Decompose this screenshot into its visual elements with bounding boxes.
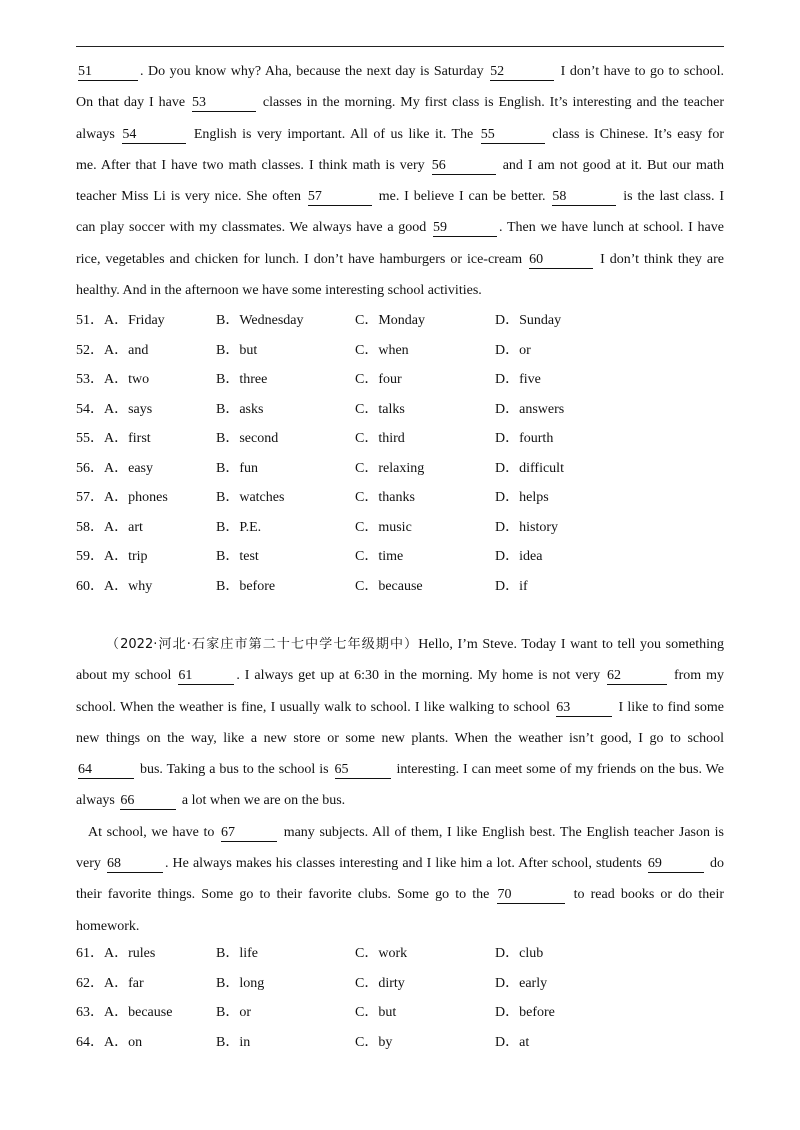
question-number: 61．	[76, 946, 104, 961]
option-c[interactable]: C．music	[355, 519, 412, 535]
passage-text: new things on the way, like a new store or some new plants. When the weather isn’t good, I go to school	[76, 730, 724, 746]
option-b[interactable]: B．asks	[216, 401, 264, 417]
question-number: 58．	[76, 519, 104, 535]
question-number-and-option-a	[76, 513, 143, 543]
option-c[interactable]: C．Monday	[355, 313, 425, 328]
passage-text: classes in the morning. My first class is English. It’s interesting and the teacher	[257, 95, 724, 111]
option-b[interactable]: B．fun	[216, 460, 258, 476]
option-d[interactable]: D．before	[495, 1005, 555, 1020]
passage-text: is the last class. I	[618, 189, 724, 205]
question-row	[76, 395, 724, 425]
option-b[interactable]: B．but	[216, 342, 258, 358]
blank-54: 54	[122, 127, 186, 144]
question-number-and-option-a	[76, 454, 153, 484]
passage-line	[76, 848, 724, 879]
option-c[interactable]: C．four	[355, 372, 402, 387]
blank-56: 56	[432, 158, 496, 175]
passage-line	[76, 212, 724, 243]
option-c[interactable]: C．third	[355, 431, 405, 446]
option-b[interactable]: B．watches	[216, 490, 285, 505]
passage-text: I don’t have to go to school.	[556, 64, 724, 79]
source-label: （2022·河北·石家庄市第二十七中学七年级期中）	[106, 637, 419, 652]
passage-text: . He always makes his classes interesting and I like him a lot. After school, students	[164, 856, 646, 872]
question-row	[76, 998, 724, 1028]
question-row	[76, 939, 724, 969]
option-c[interactable]: C．talks	[355, 401, 405, 417]
passage-text: homework.	[76, 918, 140, 934]
question-number-and-option-a	[76, 336, 148, 366]
option-c[interactable]: C．time	[355, 549, 404, 564]
question-row	[76, 454, 724, 484]
question-number: 62．	[76, 975, 104, 991]
passage-text: rice, vegetables and chicken for lunch. I don’t have hamburgers or ice-cream	[76, 251, 528, 267]
option-a[interactable]: A．why	[104, 578, 153, 594]
blank-68: 68	[107, 856, 163, 873]
passage-line	[76, 754, 724, 785]
option-b[interactable]: B．or	[216, 1005, 251, 1020]
option-d[interactable]: D．fourth	[495, 431, 554, 446]
passage-two	[76, 629, 724, 942]
question-number: 56．	[76, 460, 104, 476]
question-number: 57．	[76, 490, 104, 505]
question-row	[76, 306, 724, 336]
option-d[interactable]: D．or	[495, 342, 531, 358]
question-number-and-option-a	[76, 939, 155, 969]
option-d[interactable]: D．five	[495, 372, 541, 387]
option-a[interactable]: A．far	[104, 975, 144, 991]
option-d[interactable]: D．club	[495, 946, 544, 961]
option-a[interactable]: A．first	[104, 431, 151, 446]
passage-text: . I always get up at 6:30 in the morning. My home is not very	[236, 668, 606, 684]
passage-text: do	[705, 856, 725, 872]
passage-text: At school, we have to	[88, 824, 220, 840]
option-b[interactable]: B．three	[216, 372, 268, 387]
passage-text: many subjects. All of them, I like English best. The English teacher Jason is	[279, 824, 724, 840]
passage-line	[76, 56, 724, 87]
option-b[interactable]: B．before	[216, 578, 276, 594]
question-number: 52．	[76, 342, 104, 358]
option-a[interactable]: A．on	[104, 1034, 143, 1050]
option-b[interactable]: B．second	[216, 431, 279, 446]
options-group-two	[76, 939, 724, 1057]
blank-64: 64	[78, 762, 134, 779]
passage-line	[76, 692, 724, 723]
passage-text: . Then we have lunch at school. I have	[499, 220, 724, 236]
question-number: 64．	[76, 1034, 104, 1050]
passage-text: always	[76, 126, 121, 142]
question-number-and-option-a	[76, 365, 149, 395]
question-number: 54．	[76, 401, 104, 417]
question-row	[76, 542, 724, 572]
option-a[interactable]: A．says	[104, 401, 153, 417]
option-c[interactable]: C．by	[355, 1034, 393, 1050]
blank-63: 63	[556, 700, 612, 717]
blank-57: 57	[308, 189, 372, 206]
passage-text: Hello, I’m Steve. Today I want to tell you something	[418, 637, 724, 652]
question-row	[76, 365, 724, 395]
question-number: 51．	[76, 313, 104, 328]
option-a[interactable]: A．trip	[104, 549, 148, 564]
passage-line	[76, 150, 724, 181]
blank-70: 70	[497, 887, 565, 904]
question-number-and-option-a	[76, 424, 151, 454]
question-row	[76, 513, 724, 543]
blank-53: 53	[192, 95, 256, 112]
option-d[interactable]: D．helps	[495, 490, 549, 505]
blank-58: 58	[552, 189, 616, 206]
passage-text: class is Chinese. It’s easy for	[546, 126, 724, 142]
passage-text: very	[76, 856, 105, 872]
passage-text: from my	[669, 668, 724, 684]
option-b[interactable]: B．long	[216, 975, 265, 991]
passage-text: about my school	[76, 668, 177, 684]
option-c[interactable]: C．when	[355, 342, 409, 358]
blank-59: 59	[433, 220, 497, 237]
option-d[interactable]: D．at	[495, 1034, 530, 1050]
passage-line	[76, 629, 724, 660]
passage-one	[76, 56, 724, 306]
options-group-one	[76, 306, 724, 601]
option-c[interactable]: C．work	[355, 946, 408, 961]
passage-text: and I am not good at it. But our math	[497, 157, 724, 173]
option-c[interactable]: C．dirty	[355, 975, 405, 991]
question-number-and-option-a	[76, 306, 165, 336]
option-d[interactable]: D．early	[495, 975, 548, 991]
option-b[interactable]: B．test	[216, 549, 259, 564]
passage-text: can play soccer with my classmates. We always have a good	[76, 220, 432, 236]
option-b[interactable]: B．life	[216, 946, 258, 961]
option-d[interactable]: D．history	[495, 519, 558, 535]
option-d[interactable]: D．if	[495, 578, 528, 594]
passage-line	[76, 181, 724, 212]
blank-69: 69	[648, 856, 704, 873]
passage-line	[76, 244, 724, 275]
blank-67: 67	[221, 825, 277, 842]
passage-text: me. I believe I can be better.	[373, 189, 551, 205]
blank-55: 55	[481, 127, 545, 144]
passage-line	[76, 879, 724, 910]
passage-line	[76, 911, 724, 942]
option-c[interactable]: C．but	[355, 1005, 397, 1020]
passage-line	[76, 785, 724, 816]
question-number-and-option-a	[76, 998, 172, 1028]
option-d[interactable]: D．Sunday	[495, 313, 562, 328]
question-number-and-option-a	[76, 572, 152, 602]
passage-line	[76, 817, 724, 848]
passage-text: I like to find some	[614, 699, 724, 715]
question-number-and-option-a	[76, 1028, 142, 1058]
passage-line	[76, 275, 724, 306]
passage-text: to read books or do their	[567, 887, 724, 903]
blank-65: 65	[335, 762, 391, 779]
question-number-and-option-a	[76, 483, 168, 513]
option-a[interactable]: A．two	[104, 372, 150, 387]
question-row	[76, 572, 724, 602]
option-a[interactable]: A．and	[104, 342, 149, 358]
option-c[interactable]: C．relaxing	[355, 460, 425, 476]
blank-60: 60	[529, 252, 593, 269]
question-number-and-option-a	[76, 969, 144, 999]
header-rule	[76, 46, 724, 47]
passage-text: teacher Miss Li is very nice. She often	[76, 189, 306, 205]
passage-text: healthy. And in the afternoon we have some interesting school activities.	[76, 283, 482, 299]
question-number: 63．	[76, 1005, 104, 1020]
question-number: 55．	[76, 431, 104, 446]
passage-text: interesting. I can meet some of my friends on the bus. We	[392, 762, 724, 778]
passage-text: me. After that I have two math classes. I think math is very	[76, 157, 430, 173]
option-a[interactable]: A．easy	[104, 460, 153, 476]
passage-line	[76, 660, 724, 691]
question-number-and-option-a	[76, 542, 148, 572]
question-number: 59．	[76, 549, 104, 564]
passage-text: school. When the weather is fine, I usually walk to school. I like walking to school	[76, 699, 555, 715]
passage-line	[76, 87, 724, 118]
blank-51: 51	[78, 64, 138, 81]
option-d[interactable]: D．answers	[495, 401, 565, 417]
option-b[interactable]: B．Wednesday	[216, 313, 304, 328]
question-row	[76, 483, 724, 513]
question-row	[76, 969, 724, 999]
passage-text: English is very important. All of us like it. The	[188, 126, 479, 142]
passage-text: . Do you know why? Aha, because the next day is Saturday	[140, 64, 489, 79]
question-row	[76, 424, 724, 454]
option-a[interactable]: A．phones	[104, 490, 168, 505]
question-number: 60．	[76, 578, 104, 594]
option-b[interactable]: B．in	[216, 1034, 251, 1050]
passage-text: a lot when we are on the bus.	[178, 793, 346, 809]
question-number-and-option-a	[76, 395, 152, 425]
blank-61: 61	[178, 668, 234, 685]
passage-text: always	[76, 793, 119, 809]
option-d[interactable]: D．difficult	[495, 460, 564, 476]
blank-62: 62	[607, 668, 667, 685]
question-row	[76, 1028, 724, 1058]
blank-52: 52	[490, 64, 554, 81]
option-a[interactable]: A．because	[104, 1005, 173, 1020]
passage-text: I don’t think they are	[595, 251, 725, 267]
passage-text: their favorite things. Some go to their favorite clubs. Some go to the	[76, 887, 496, 903]
option-d[interactable]: D．idea	[495, 549, 543, 564]
blank-66: 66	[120, 793, 176, 810]
passage-line	[76, 723, 724, 754]
option-a[interactable]: A．Friday	[104, 313, 165, 328]
option-c[interactable]: C．because	[355, 578, 423, 594]
option-c[interactable]: C．thanks	[355, 490, 415, 505]
question-row	[76, 336, 724, 366]
passage-text: On that day I have	[76, 95, 190, 111]
question-number: 53．	[76, 372, 104, 387]
passage-line	[76, 119, 724, 150]
option-a[interactable]: A．rules	[104, 946, 156, 961]
passage-text: bus. Taking a bus to the school is	[136, 762, 333, 778]
option-a[interactable]: A．art	[104, 519, 143, 535]
option-b[interactable]: B．P.E.	[216, 519, 262, 535]
